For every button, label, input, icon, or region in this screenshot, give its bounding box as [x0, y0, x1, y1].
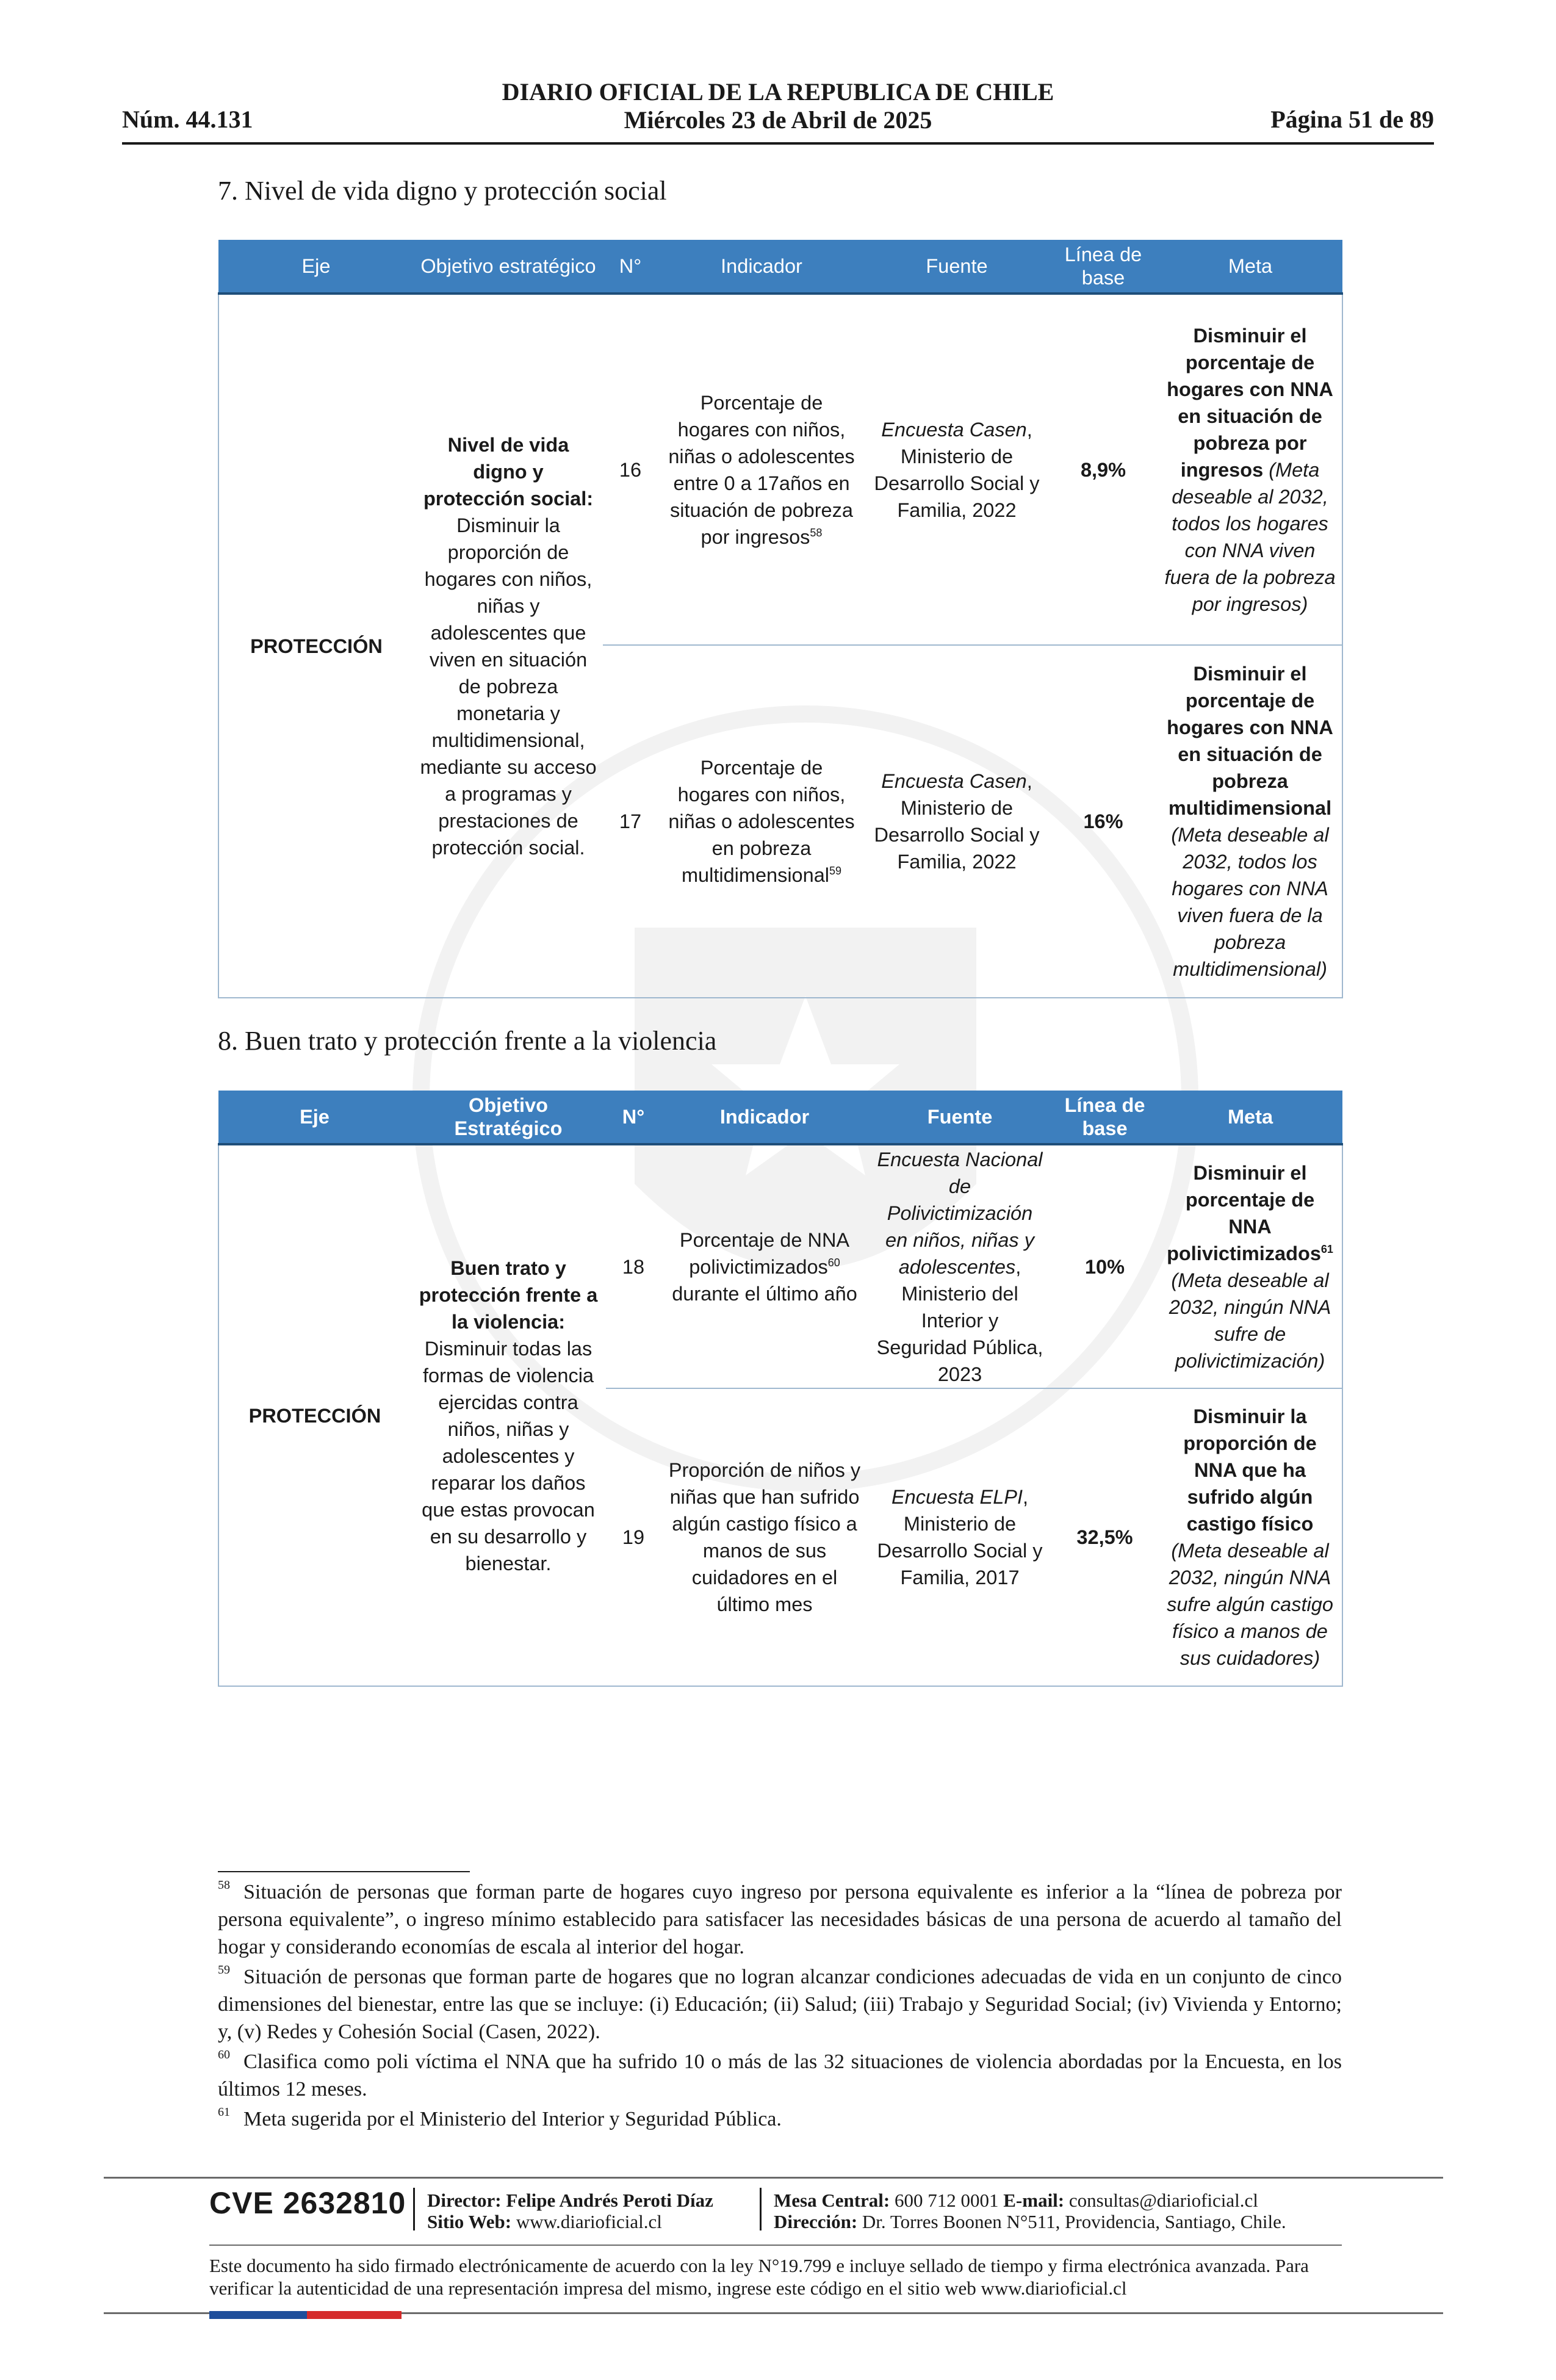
meta-cell [1158, 1388, 1342, 1686]
email-label: E-mail: [1003, 2190, 1065, 2211]
indicador-cell: Proporción de niños y niñas que han sufrido algún castigo físico a manos de sus cuidadores en el último mes [661, 1388, 868, 1686]
contact-block [774, 2190, 1286, 2232]
linea-base-cell: 10% [1084, 1255, 1125, 1278]
legal-notice: Este documento ha sido firmado electrónicamente de acuerdo con la ley N°19.799 e incluye sellado de tiempo y firma electrónica avanzada. Para verificar la autenticidad de una representación impresa del mismo, ingrese este código en el sitio web www.diarioficial.cl [209, 2255, 1309, 2299]
objetivo-text: Disminuir todas las formas de violencia ejercidas contra niños, niñas y adolescentes y reparar los daños que estas provocan en su desarrollo y bienestar. [422, 1337, 595, 1574]
table-header-row [218, 1091, 1342, 1144]
footnote [218, 2048, 1342, 2103]
fuente-source: Encuesta Nacional de Polivictimización en niños, niñas y adolescentes [877, 1148, 1043, 1278]
meta-note: (Meta deseable al 2032, todos los hogares con NNA viven fuera de la pobreza por ingresos) [1164, 458, 1336, 615]
section-8-table [218, 1091, 1343, 1687]
footer-divider [104, 2177, 1443, 2179]
col-header-fuente: Fuente [865, 240, 1048, 294]
col-header-objetivo: Objetivo Estratégico [411, 1091, 606, 1144]
col-header-linea-base: Línea de base [1048, 240, 1158, 294]
num-cell: 19 [606, 1388, 661, 1686]
meta-note: (Meta deseable al 2032, todos los hogares con NNA viven fuera de la pobreza multidimensional) [1171, 824, 1329, 980]
footer-separator [413, 2188, 415, 2230]
col-header-num: N° [603, 240, 658, 294]
director-label: Director: [427, 2190, 502, 2211]
indicador-cell [661, 1144, 868, 1388]
col-header-indicador: Indicador [658, 240, 865, 294]
cve-code: CVE 2632810 [209, 2186, 406, 2220]
publication-block [122, 78, 1434, 134]
mesa-phone: 600 712 0001 [890, 2190, 1004, 2211]
sitio-link[interactable]: www.diarioficial.cl [511, 2211, 662, 2232]
indicador-text: Porcentaje de hogares con niños, niñas o adolescentes entre 0 a 17años en situación de pobreza por ingresos [668, 391, 855, 548]
fuente-source: Encuesta ELPI [891, 1486, 1023, 1508]
fuente-cell [868, 1144, 1051, 1388]
objetivo-text: Disminuir la proporción de hogares con niños, niñas y adolescentes que viven en situación de pobreza monetaria y multidimensional, mediante su acceso a programas y prestaciones de protección social. [420, 514, 597, 859]
col-header-indicador: Indicador [661, 1091, 868, 1144]
meta-goal: Disminuir el porcentaje de hogares con NNA en situación de pobreza por ingresos [1167, 324, 1333, 481]
footnote-text: Situación de personas que forman parte de hogares cuyo ingreso por persona equivalente es inferior a la “línea de pobreza por persona equivalente”, o ingreso mínimo establecido para satisfacer las necesidades básicas de una persona de acuerdo al tamaño del hogar y considerando economías de escala al interior del hogar. [218, 1881, 1342, 1958]
section-7-table [218, 240, 1343, 998]
fuente-rest: , Ministerio de Desarrollo Social y Familia, 2022 [874, 770, 1040, 873]
director-block [427, 2190, 713, 2232]
footnote-text: Clasifica como poli víctima el NNA que ha sufrido 10 o más de las 32 situaciones de violencia abordadas por la Encuesta, en los últimos 12 meses. [218, 2050, 1342, 2101]
col-header-fuente: Fuente [868, 1091, 1051, 1144]
linea-base-cell: 16% [1048, 645, 1158, 998]
flag-blue [209, 2311, 307, 2319]
footnote-number: 59 [218, 1963, 230, 1977]
footnote-number: 60 [218, 2047, 230, 2061]
publication-title: DIARIO OFICIAL DE LA REPUBLICA DE CHILE [502, 78, 1054, 106]
col-header-linea-base: Línea de base [1051, 1091, 1158, 1144]
direccion-value: Dr. Torres Boonen N°511, Providencia, Santiago, Chile. [857, 2211, 1286, 2232]
section-8-title: 8. Buen trato y protección frente a la violencia [218, 1026, 717, 1056]
meta-cell [1158, 294, 1342, 645]
footnote-ref: 59 [829, 865, 842, 878]
eje-cell: PROTECCIÓN [248, 1404, 381, 1427]
meta-cell [1158, 645, 1342, 998]
footnote-text: Situación de personas que forman parte de hogares que no logran alcanzar condiciones adecuadas de vida en un conjunto de cinco dimensiones del bienestar, entre las que se incluye: (i) Educación; (ii) Salud; (iii) Trabajo y Seguridad Social; (iv) Vivienda y Entorno; y, (v) Redes y Cohesión Social (Casen, 2022). [218, 1966, 1342, 2043]
page-header [122, 78, 1434, 145]
objetivo-cell [414, 294, 603, 998]
page-number: Página 51 de 89 [1270, 106, 1434, 133]
fuente-rest: , Ministerio de Desarrollo Social y Familia, 2022 [874, 418, 1040, 521]
col-header-num: N° [606, 1091, 661, 1144]
col-header-meta: Meta [1158, 1091, 1342, 1144]
meta-goal: Disminuir el porcentaje de NNA polivictimizados [1167, 1161, 1321, 1264]
footnote [218, 1963, 1342, 2046]
objetivo-title: Buen trato y protección frente a la violencia: [419, 1257, 598, 1333]
num-cell: 17 [603, 645, 658, 998]
col-header-meta: Meta [1158, 240, 1342, 294]
indicador-cell [658, 294, 865, 645]
footnote-number: 61 [218, 2105, 230, 2119]
table-row [218, 294, 1342, 645]
table-row [218, 1144, 1342, 1388]
num-cell: 18 [622, 1255, 645, 1278]
fuente-cell [865, 294, 1048, 645]
meta-goal: Disminuir la proporción de NNA que ha sufrido algún castigo físico [1183, 1405, 1317, 1535]
fuente-rest: , Ministerio de Desarrollo Social y Familia, 2017 [877, 1486, 1043, 1588]
direccion-label: Dirección: [774, 2211, 858, 2232]
fuente-source: Encuesta Casen [881, 418, 1027, 441]
fuente-cell [865, 645, 1048, 998]
indicador-text: Porcentaje de hogares con niños, niñas o adolescentes en pobreza multidimensional [668, 757, 855, 886]
meta-note: (Meta deseable al 2032, ningún NNA sufre de polivictimización) [1169, 1269, 1331, 1372]
meta-goal: Disminuir el porcentaje de hogares con NNA en situación de pobreza multidimensional [1167, 663, 1333, 819]
mesa-label: Mesa Central: [774, 2190, 890, 2211]
footer-divider [209, 2245, 1342, 2246]
footnote-text: Meta sugerida por el Ministerio del Interior y Seguridad Pública. [243, 2108, 782, 2130]
issue-number: Núm. 44.131 [122, 106, 253, 133]
table-header-row [218, 240, 1342, 294]
meta-cell [1158, 1144, 1342, 1388]
section-7-title: 7. Nivel de vida digno y protección social [218, 176, 667, 206]
linea-base-cell: 8,9% [1080, 458, 1126, 481]
indicador-text-post: durante el último año [672, 1282, 857, 1305]
footer-separator [760, 2188, 762, 2230]
sitio-label: Sitio Web: [427, 2211, 512, 2232]
flag-stripe [209, 2311, 402, 2319]
eje-cell: PROTECCIÓN [250, 635, 383, 657]
publication-date: Miércoles 23 de Abril de 2025 [624, 106, 932, 134]
col-header-objetivo: Objetivo estratégico [414, 240, 603, 294]
objetivo-title: Nivel de vida digno y protección social: [423, 433, 594, 510]
footnote [218, 1878, 1342, 1961]
objetivo-cell [411, 1144, 606, 1686]
fuente-cell [868, 1388, 1051, 1686]
num-cell: 16 [619, 458, 642, 481]
meta-note: (Meta deseable al 2032, ningún NNA sufre algún castigo físico a manos de sus cuidadores) [1167, 1540, 1333, 1669]
footnotes [218, 1878, 1342, 2135]
email-link[interactable]: consultas@diarioficial.cl [1064, 2190, 1258, 2211]
footnote-ref: 61 [1320, 1242, 1333, 1255]
footnote [218, 2105, 1342, 2133]
footnote-ref: 58 [810, 526, 823, 539]
flag-red [307, 2311, 402, 2319]
director-name: Felipe Andrés Peroti Díaz [501, 2190, 713, 2211]
indicador-cell [658, 645, 865, 998]
footnote-ref: 60 [827, 1256, 840, 1269]
fuente-rest: , Ministerio del Interior y Seguridad Pública, 2023 [876, 1255, 1043, 1385]
col-header-eje: Eje [218, 240, 414, 294]
footnote-divider [218, 1871, 470, 1872]
fuente-source: Encuesta Casen [881, 770, 1027, 792]
footnote-number: 58 [218, 1878, 230, 1892]
linea-base-cell: 32,5% [1051, 1388, 1158, 1686]
col-header-eje: Eje [218, 1091, 411, 1144]
indicador-text: Porcentaje de NNA polivictimizados [679, 1228, 850, 1278]
